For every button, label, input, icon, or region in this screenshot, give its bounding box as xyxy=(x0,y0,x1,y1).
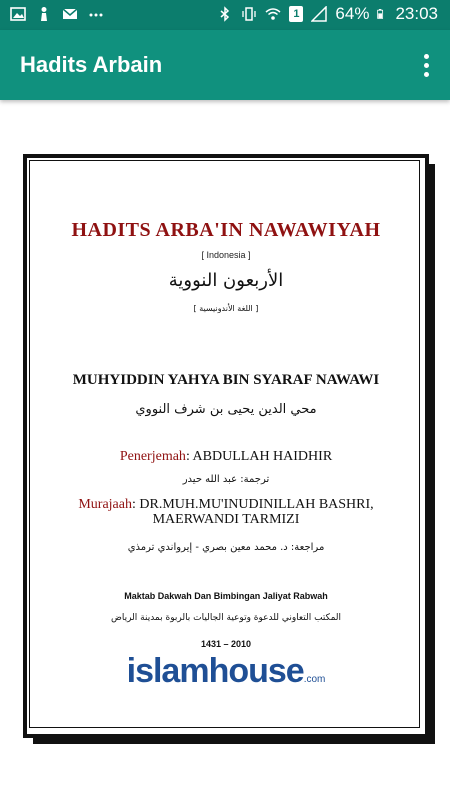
translator-line xyxy=(23,449,429,465)
document-content xyxy=(23,154,429,738)
sim-badge: 1 xyxy=(289,6,303,22)
figure-icon xyxy=(36,6,52,22)
publication-year: 1431 – 2010 xyxy=(200,639,252,649)
battery-percent: 64% xyxy=(335,4,370,23)
reviewer-block xyxy=(23,497,429,527)
reviewer-label: Murajaah xyxy=(78,497,132,512)
wifi-icon xyxy=(265,6,281,22)
reviewer-names: : DR.MUH.MU'INUDINILLAH BASHRI, xyxy=(131,497,374,512)
reviewer-line-1 xyxy=(23,497,429,512)
author-name-arabic: محي الدين يحيى بن شرف النووي xyxy=(135,402,317,417)
language-tag: [ Indonesia ] xyxy=(201,250,251,260)
publisher-arabic: المكتب التعاوني للدعوة وتوعية الجاليات بالربوة بمدينة الرياض xyxy=(110,613,342,623)
translator-label: Penerjemah xyxy=(119,449,186,464)
logo-text: islamhouse xyxy=(126,652,304,690)
translator-arabic: ترجمة: عبد الله حيدر xyxy=(182,474,270,485)
arabic-language-tag: [ اللغة الأندونيسية ] xyxy=(193,304,259,313)
overflow-menu-dot xyxy=(424,63,429,68)
status-bar xyxy=(0,0,450,30)
arabic-title: الأربعون النووية xyxy=(168,270,284,291)
reviewer-line-2: MAERWANDI TARMIZI xyxy=(152,512,300,527)
clock: 23:03 xyxy=(395,4,438,23)
publisher: Maktab Dakwah Dan Bimbingan Jaliyat Rabwah xyxy=(124,591,328,601)
logo-suffix: .com xyxy=(303,674,326,685)
frame-shadow-right xyxy=(429,164,435,744)
reviewer-arabic: مراجعة: د. محمد معين بصري - إيرواندي ترمذي xyxy=(127,542,325,553)
more-dots-icon xyxy=(88,6,104,22)
frame-shadow-bottom xyxy=(33,738,435,744)
battery-icon xyxy=(377,6,387,22)
mail-icon xyxy=(62,6,78,22)
app-title: Hadits Arbain xyxy=(20,52,163,77)
overflow-menu-button[interactable] xyxy=(416,50,436,80)
islamhouse-logo xyxy=(23,652,429,691)
overflow-menu-dot xyxy=(424,72,429,77)
author-name: MUHYIDDIN YAHYA BIN SYARAF NAWAWI xyxy=(72,372,380,388)
vibrate-icon xyxy=(241,6,257,22)
document-title: HADITS ARBA'IN NAWAWIYAH xyxy=(71,219,381,241)
signal-icon xyxy=(311,6,327,22)
app-bar xyxy=(0,30,450,100)
image-icon xyxy=(10,6,26,22)
overflow-menu-icon xyxy=(424,54,429,59)
document-page[interactable] xyxy=(23,154,435,744)
bluetooth-icon xyxy=(217,6,233,22)
translator-name: : ABDULLAH HAIDHIR xyxy=(185,449,333,464)
